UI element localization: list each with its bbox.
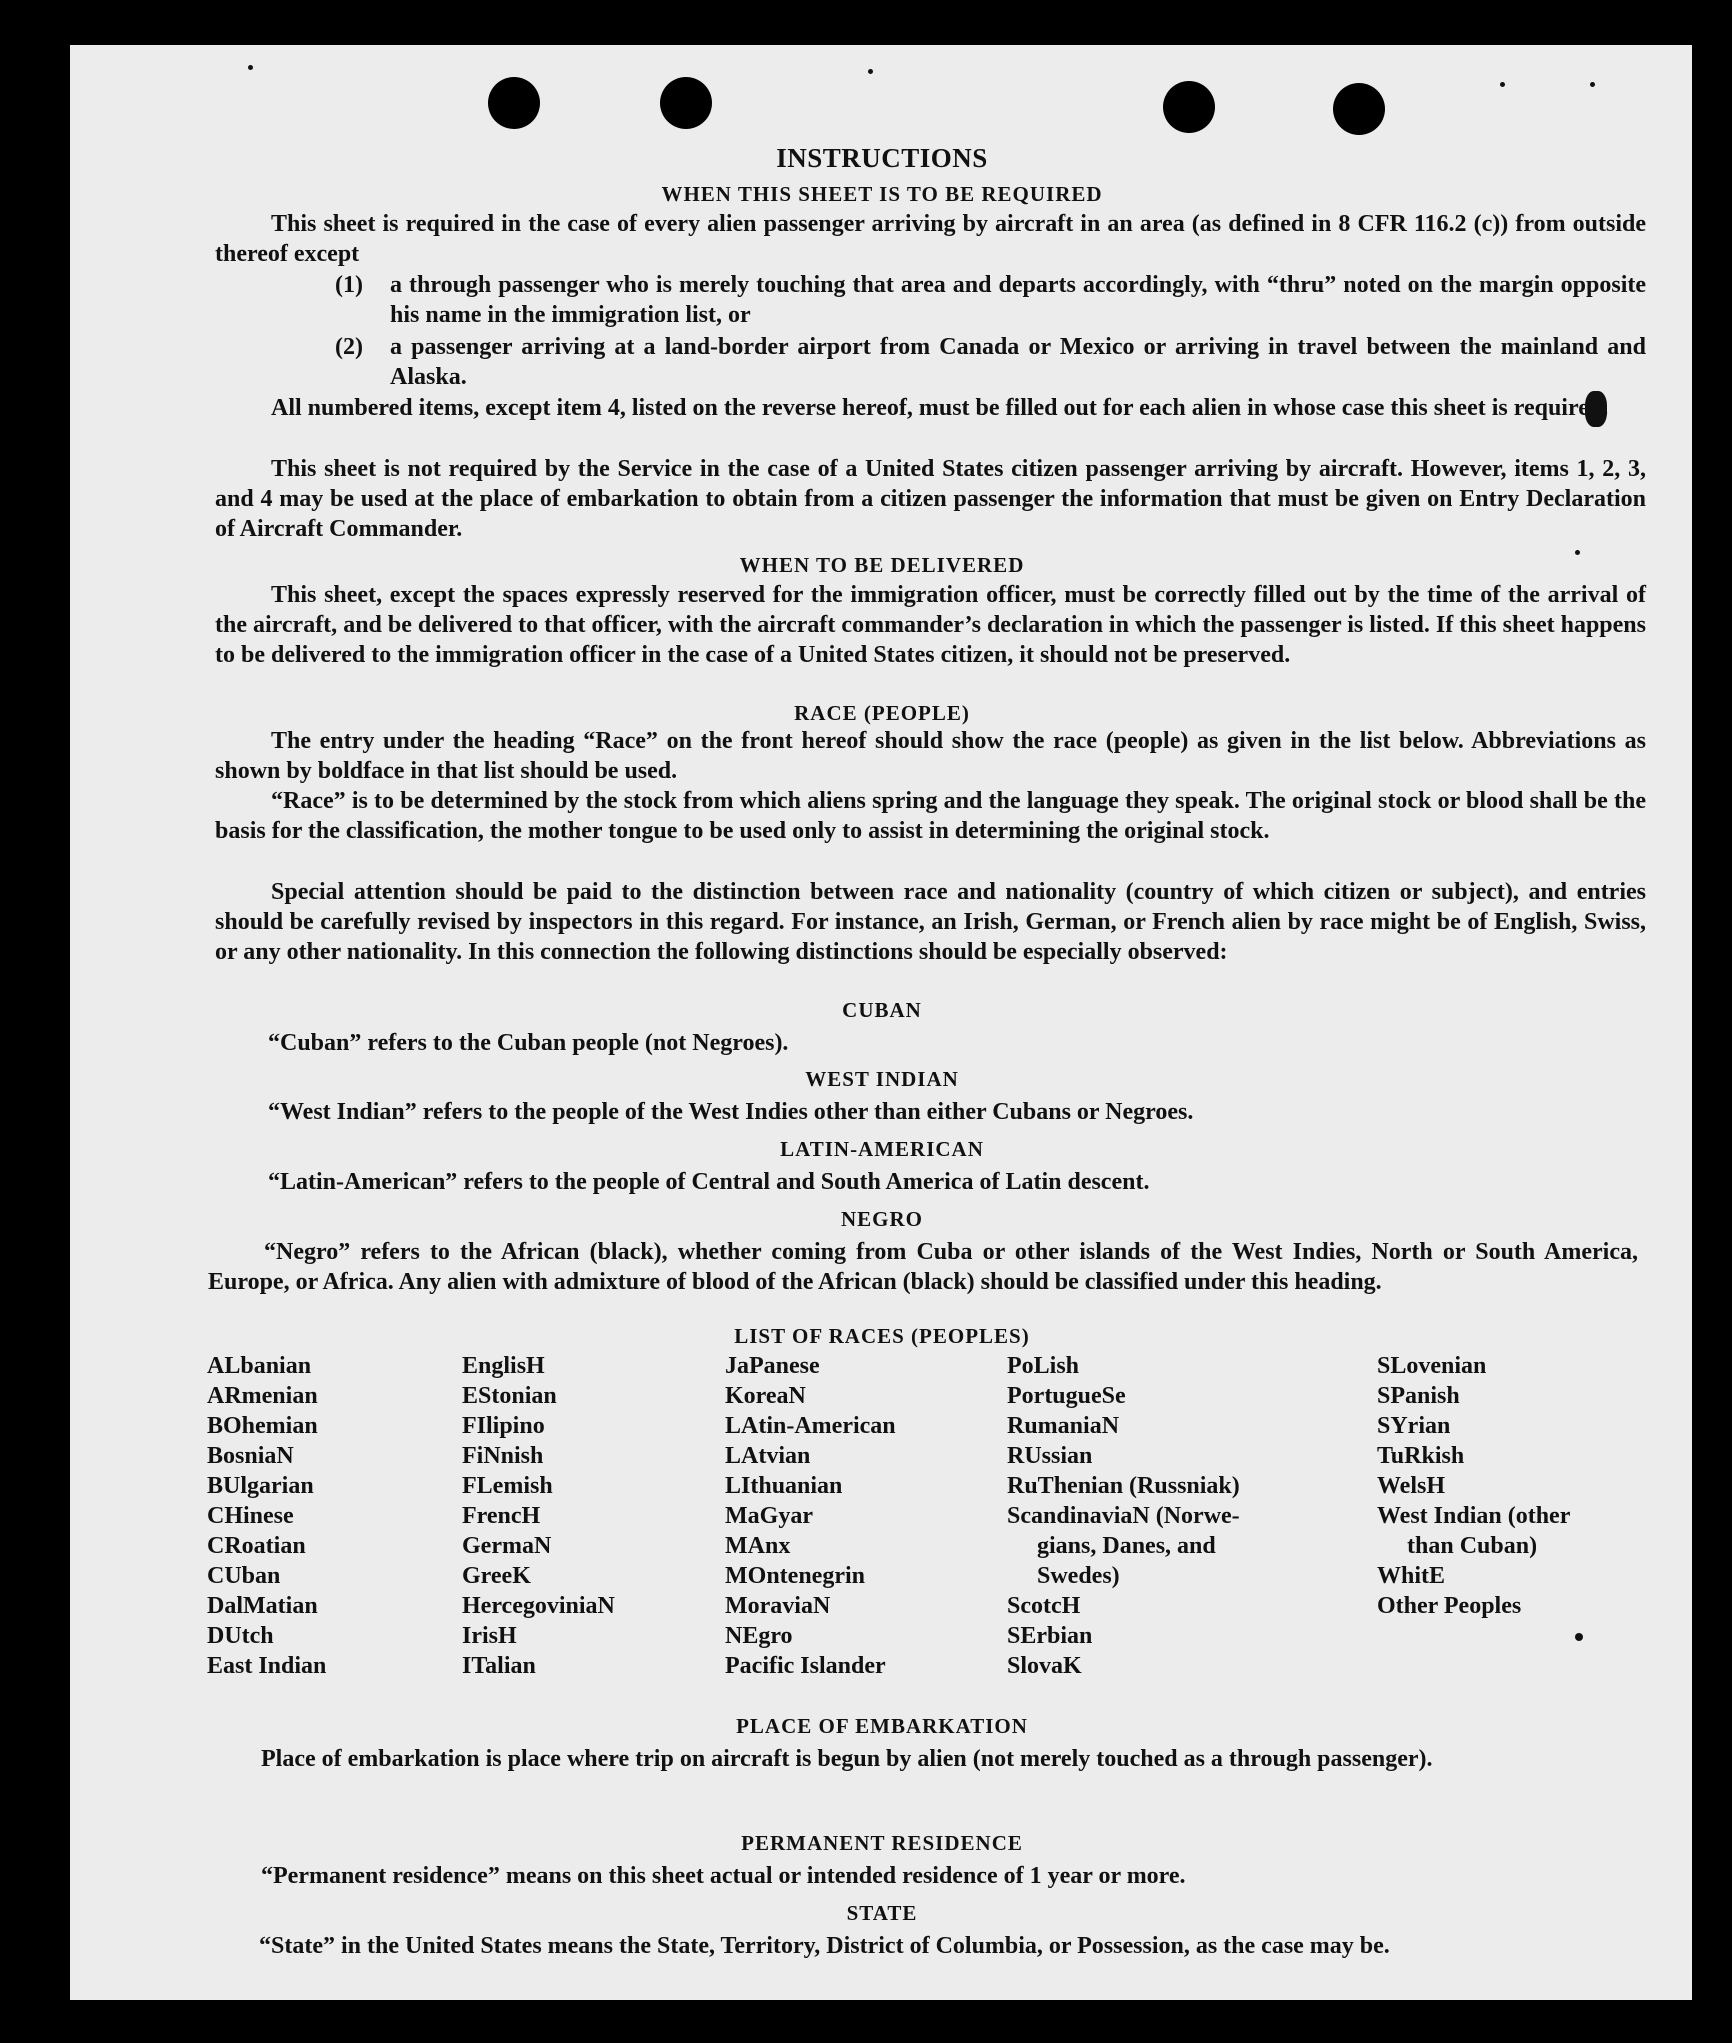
race-name: East Indian: [207, 1653, 327, 1679]
race-name: IrisH: [462, 1623, 517, 1649]
race-name: RuThenian (Russniak): [1007, 1473, 1240, 1499]
race-name: BOhemian: [207, 1413, 318, 1439]
race-name: LIthuanian: [725, 1473, 843, 1499]
section-heading: PLACE OF EMBARKATION: [736, 1714, 1028, 1738]
race-name: SLovenian: [1377, 1353, 1487, 1379]
paragraph: “Negro” refers to the African (black), whether coming from Cuba or other islands of the West Indies, North or South America, Europe, or Africa. Any alien with admixture of blood of the African (black) should be classified under this heading.: [208, 1239, 1638, 1295]
race-name: RUssian: [1007, 1443, 1093, 1469]
section-heading: WHEN THIS SHEET IS TO BE REQUIRED: [661, 182, 1103, 206]
race-name: WelsH: [1377, 1473, 1446, 1499]
paragraph: “Race” is to be determined by the stock from which aliens spring and the language they speak. The original stock or blood shall be the basis for the classification, the mother tongue to be used only to assist in determining the original stock.: [215, 788, 1646, 844]
paragraph: “West Indian” refers to the people of the West Indies other than either Cubans or Negroes.: [268, 1099, 1194, 1125]
race-name: DUtch: [207, 1623, 274, 1649]
page-title: INSTRUCTIONS: [776, 143, 988, 173]
race-name: SPanish: [1377, 1383, 1460, 1409]
race-name: DalMatian: [207, 1593, 318, 1619]
speck: [1575, 1633, 1583, 1641]
section-heading: PERMANENT RESIDENCE: [741, 1831, 1023, 1855]
race-name: WhitE: [1377, 1563, 1446, 1589]
paragraph: Place of embarkation is place where trip on aircraft is begun by alien (not merely touched as a through passenger).: [261, 1746, 1433, 1772]
section-heading: RACE (PEOPLE): [794, 701, 970, 725]
punch-hole: [660, 77, 712, 129]
section-heading: WHEN TO BE DELIVERED: [739, 553, 1025, 577]
race-name: SErbian: [1007, 1623, 1093, 1649]
paragraph: The entry under the heading “Race” on the front hereof should show the race (people) as given in the list below. Abbreviations as shown by boldface in that list should be used.: [215, 728, 1646, 784]
race-name: FiNnish: [462, 1443, 544, 1469]
race-name: PoLish: [1007, 1353, 1080, 1379]
race-name: PortugueSe: [1007, 1383, 1126, 1409]
item-number: (2): [335, 334, 363, 360]
race-name: GermaN: [462, 1533, 552, 1559]
race-name: MAnx: [725, 1533, 791, 1559]
race-name: LAtvian: [725, 1443, 811, 1469]
race-name: MOntenegrin: [725, 1563, 865, 1589]
race-name: BosniaN: [207, 1443, 294, 1469]
race-name: JaPanese: [725, 1353, 820, 1379]
race-name: FIlipino: [462, 1413, 545, 1439]
paragraph: “Latin-American” refers to the people of Central and South America of Latin descent.: [268, 1169, 1150, 1195]
section-heading: LATIN-AMERICAN: [780, 1137, 984, 1161]
section-heading: LIST OF RACES (PEOPLES): [734, 1324, 1030, 1348]
race-name: MoraviaN: [725, 1593, 831, 1619]
race-name: EStonian: [462, 1383, 557, 1409]
race-name: ARmenian: [207, 1383, 318, 1409]
race-name: EnglisH: [462, 1353, 545, 1379]
item-text: a through passenger who is merely touching that area and departs accordingly, with “thru” noted on the margin opposite his name in the immigration list, or: [390, 272, 1646, 328]
race-column-4: [1007, 1351, 1240, 1681]
race-name: Pacific Islander: [725, 1653, 886, 1679]
race-name: CHinese: [207, 1503, 294, 1529]
speck: [1500, 82, 1505, 87]
paragraph: This sheet is required in the case of every alien passenger arriving by aircraft in an area (as defined in 8 CFR 116.2 (c)) from outside thereof except: [215, 211, 1646, 267]
race-name: HercegoviniaN: [462, 1593, 615, 1619]
speck: [248, 65, 253, 70]
speck: [1590, 82, 1595, 87]
section-heading: NEGRO: [840, 1207, 923, 1231]
item-text: a passenger arriving at a land-border airport from Canada or Mexico or arriving in travel between the mainland and Alaska.: [390, 334, 1646, 390]
paragraph: This sheet, except the spaces expressly reserved for the immigration officer, must be correctly filled out by the time of the arrival of the aircraft, and be delivered to that officer, with the aircraft commander’s declaration in which the passenger is listed. If this sheet happens to be delivered to the immigration officer in the case of a United States citizen, it should not be preserved.: [215, 582, 1646, 668]
race-column-2: [462, 1351, 615, 1681]
paragraph: “State” in the United States means the State, Territory, District of Columbia, or Possession, as the case may be.: [259, 1933, 1390, 1959]
section-heading: STATE: [846, 1901, 918, 1925]
race-name: RumaniaN: [1007, 1413, 1120, 1439]
race-name: ScandinaviaN (Norwe-: [1007, 1503, 1240, 1529]
race-name: MaGyar: [725, 1503, 813, 1529]
race-name: ITalian: [462, 1653, 536, 1679]
race-name: West Indian (other: [1377, 1503, 1571, 1529]
race-name: FLemish: [462, 1473, 553, 1499]
race-name: NEgro: [725, 1623, 793, 1649]
race-name: gians, Danes, and: [1037, 1533, 1216, 1559]
punch-hole: [1333, 83, 1385, 135]
race-name: TuRkish: [1377, 1443, 1465, 1469]
race-name: CRoatian: [207, 1533, 306, 1559]
race-name: Other Peoples: [1377, 1593, 1522, 1619]
punch-hole: [1163, 81, 1215, 133]
document-page: [70, 45, 1692, 2000]
section-heading: WEST INDIAN: [805, 1067, 959, 1091]
paragraph: “Permanent residence” means on this sheet actual or intended residence of 1 year or more.: [261, 1863, 1186, 1889]
speck: [868, 69, 873, 74]
race-name: FrencH: [462, 1503, 541, 1529]
race-name: ALbanian: [207, 1353, 312, 1379]
race-column-3: [725, 1351, 896, 1681]
race-name: LAtin-American: [725, 1413, 896, 1439]
item-number: (1): [335, 272, 363, 298]
race-name: KoreaN: [725, 1383, 806, 1409]
race-name: than Cuban): [1407, 1533, 1538, 1559]
race-name: SYrian: [1377, 1413, 1451, 1439]
race-name: CUban: [207, 1563, 281, 1589]
race-name: SlovaK: [1007, 1653, 1082, 1679]
section-heading: CUBAN: [842, 998, 922, 1022]
race-name: GreeK: [462, 1563, 531, 1589]
paragraph: “Cuban” refers to the Cuban people (not Negroes).: [268, 1030, 789, 1056]
race-column-5: [1377, 1351, 1570, 1621]
race-column-1: [207, 1351, 326, 1681]
race-name: Swedes): [1037, 1563, 1120, 1589]
paragraph: This sheet is not required by the Service in the case of a United States citizen passenger arriving by aircraft. However, items 1, 2, 3, and 4 may be used at the place of embarkation to obtain from a citizen passenger the information that must be given on Entry Declaration of Aircraft Commander.: [215, 456, 1646, 542]
paragraph: Special attention should be paid to the distinction between race and nationality (country of which citizen or subject), and entries should be carefully revised by inspectors in this regard. For instance, an Irish, German, or French alien by race might be of English, Swiss, or any other nationality. In this connection the following distinctions should be especially observed:: [215, 879, 1646, 965]
race-name: ScotcH: [1007, 1593, 1081, 1619]
paragraph: All numbered items, except item 4, listed on the reverse hereof, must be filled out for each alien in whose case this sheet is required.: [271, 395, 1609, 421]
race-name: BUlgarian: [207, 1473, 314, 1499]
punch-hole: [488, 77, 540, 129]
